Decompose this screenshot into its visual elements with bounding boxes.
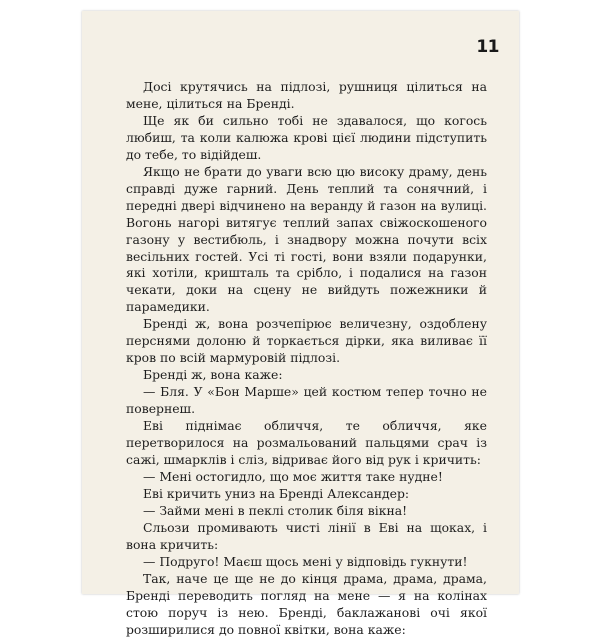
book-page	[82, 11, 519, 637]
paragraph: Еві піднімає обличчя, те обличчя, яке перетворилося на розмальований пальцями срач із сажі, шмарклів і сліз, відриває його від рук і кричить:	[126, 418, 487, 467]
dialogue-line: — Займи мені в пеклі столик біля вікна!	[143, 502, 408, 518]
dialogue-line: — Мені остогидло, що моє життя таке нудне!	[143, 468, 443, 484]
body-text	[126, 79, 487, 638]
paragraph: Еві кричить униз на Бренді Александер:	[143, 485, 410, 501]
paragraph: Бренді ж, вона каже:	[143, 367, 283, 383]
paragraph: Досі крутячись на підлозі, рушниця цілиться на мене, цілиться на Бренді.	[126, 79, 487, 111]
paragraph: Бренді ж, вона розчепірює величезну, оздоблену перснями долоню й торкається дірки, яка виливає її кров по всій мармуровій підлозі.	[126, 316, 487, 366]
dialogue-line: — Подруго! Маєш щось мені у відповідь гукнути!	[143, 553, 468, 569]
paragraph: Якщо не брати до уваги всю цю високу драму, день справді дуже гарний. День теплий та сонячний, і передні двері відчинено на веранду й газон на вулиці. Вогонь нагорі витягує теплий запах свіжоскошеного газону у вестибюль, і знадвору можна почути всіх весільних гостей. Усі ті гості, вони взяли подарунки, які хотіли, кришталь та срібло, і подалися на газон чекати, доки на сцену не вийдуть пожежники й парамедики.	[126, 163, 487, 315]
paragraph: Ще як би сильно тобі не здавалося, що когось любиш, та коли калюжа крові цієї людини підступить до тебе, то відійдеш.	[126, 112, 487, 162]
dialogue-line: — Бля. У «Бон Марше» цей костюм тепер точно не повернеш.	[126, 384, 487, 417]
paragraph: Сльози промивають чисті лінії в Еві на щоках, і вона кричить:	[126, 519, 487, 552]
page-number: 11	[476, 37, 499, 57]
paragraph: Так, наче це ще не до кінця драма, драма, драма, Бренді переводить погляд на мене — я на колінах стою поруч із нею. Бренді, баклажанові очі якої розширилися до повної квітки, вона каже:	[126, 570, 487, 637]
